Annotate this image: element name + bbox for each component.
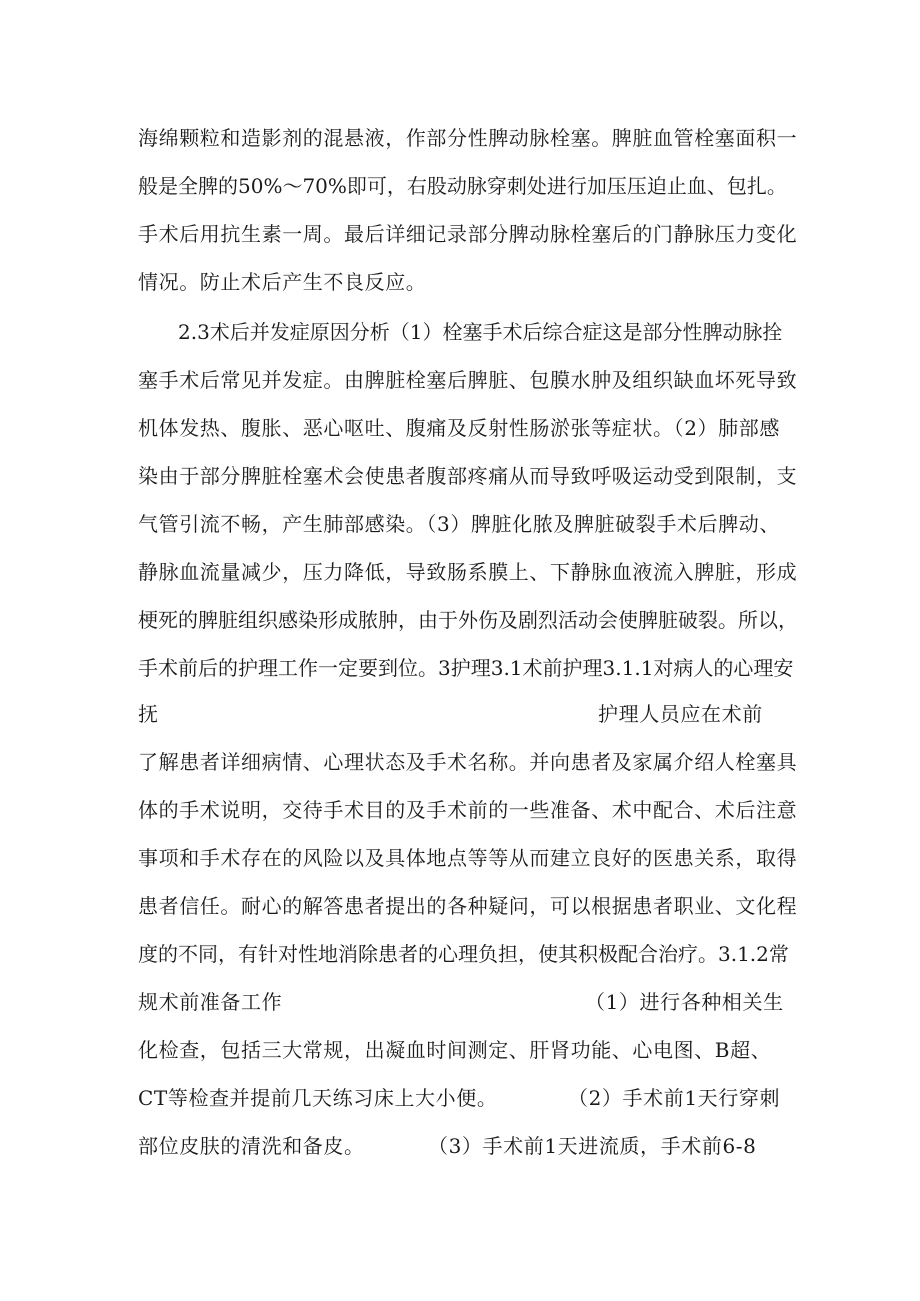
text-line-split <box>138 1078 798 1118</box>
text-line: 气管引流不畅，产生肺部感染。（3）脾脏化脓及脾脏破裂手术后脾动、 <box>138 512 780 536</box>
text-segment: 抚 <box>138 702 159 726</box>
text-segment: CT等检查并提前几天练习床上大小便。 <box>138 1086 498 1110</box>
text-line: 手术前后的护理工作一定要到位。3护理3.1术前护理3.1.1对病人的心理安 <box>138 656 794 680</box>
text-line-split <box>138 694 798 734</box>
text-segment: 规术前准备工作 <box>138 990 283 1014</box>
text-line: 度的不同，有针对性地消除患者的心理负担，使其积极配合治疗。3.1.2常 <box>138 942 789 966</box>
text-segment: 护理人员应在术前 <box>598 702 763 726</box>
text-line: 了解患者详细病情、心理状态及手术名称。并向患者及家属介绍人栓塞具 <box>138 750 798 774</box>
text-line: 情况。防止术后产生不良反应。 <box>138 270 427 294</box>
text-line: 2.3术后并发症原因分析（1）栓塞手术后综合症这是部分性脾动脉拴 <box>178 320 783 344</box>
text-line: 事项和手术存在的风险以及具体地点等等从而建立良好的医患关系，取得 <box>138 846 798 870</box>
text-line: 塞手术后常见并发症。由脾脏栓塞后脾脏、包膜水肿及组织缺血坏死导致 <box>138 368 798 392</box>
text-line: 梗死的脾脏组织感染形成脓肿，由于外伤及剧烈活动会使脾脏破裂。所以， <box>138 608 798 632</box>
text-line-split <box>138 982 798 1022</box>
text-line: 静脉血流量减少，压力降低，导致肠系膜上、下静脉血液流入脾脏，形成 <box>138 560 798 584</box>
text-line: 机体发热、腹胀、恶心呕吐、腹痛及反射性肠淤张等症状。（2）肺部感 <box>138 416 780 440</box>
text-line: 般是全脾的50%～70%即可，右股动脉穿刺处进行加压压迫止血、包扎。 <box>138 174 787 198</box>
text-line: 化检查，包括三大常规，出凝血时间测定、肝肾功能、心电图、B超、 <box>138 1038 772 1062</box>
text-line: 患者信任。耐心的解答患者提出的各种疑问，可以根据患者职业、文化程 <box>138 894 798 918</box>
text-segment: （2）手术前1天行穿刺 <box>568 1086 781 1110</box>
text-line: 体的手术说明，交待手术目的及手术前的一些准备、术中配合、术后注意 <box>138 798 798 822</box>
text-line: 手术后用抗生素一周。最后详细记录部分脾动脉栓塞后的门静脉压力变化 <box>138 222 798 246</box>
text-segment: 部位皮肤的清洗和备皮。 <box>138 1134 365 1158</box>
text-line-split <box>138 1126 798 1166</box>
text-segment: （1）进行各种相关生 <box>585 990 784 1014</box>
text-segment: （3）手术前1天进流质，手术前6-8 <box>428 1134 757 1158</box>
text-line: 染由于部分脾脏栓塞术会使患者腹部疼痛从而导致呼吸运动受到限制，支 <box>138 464 798 488</box>
text-line: 海绵颗粒和造影剂的混悬液，作部分性脾动脉栓塞。脾脏血管栓塞面积一 <box>138 126 798 150</box>
